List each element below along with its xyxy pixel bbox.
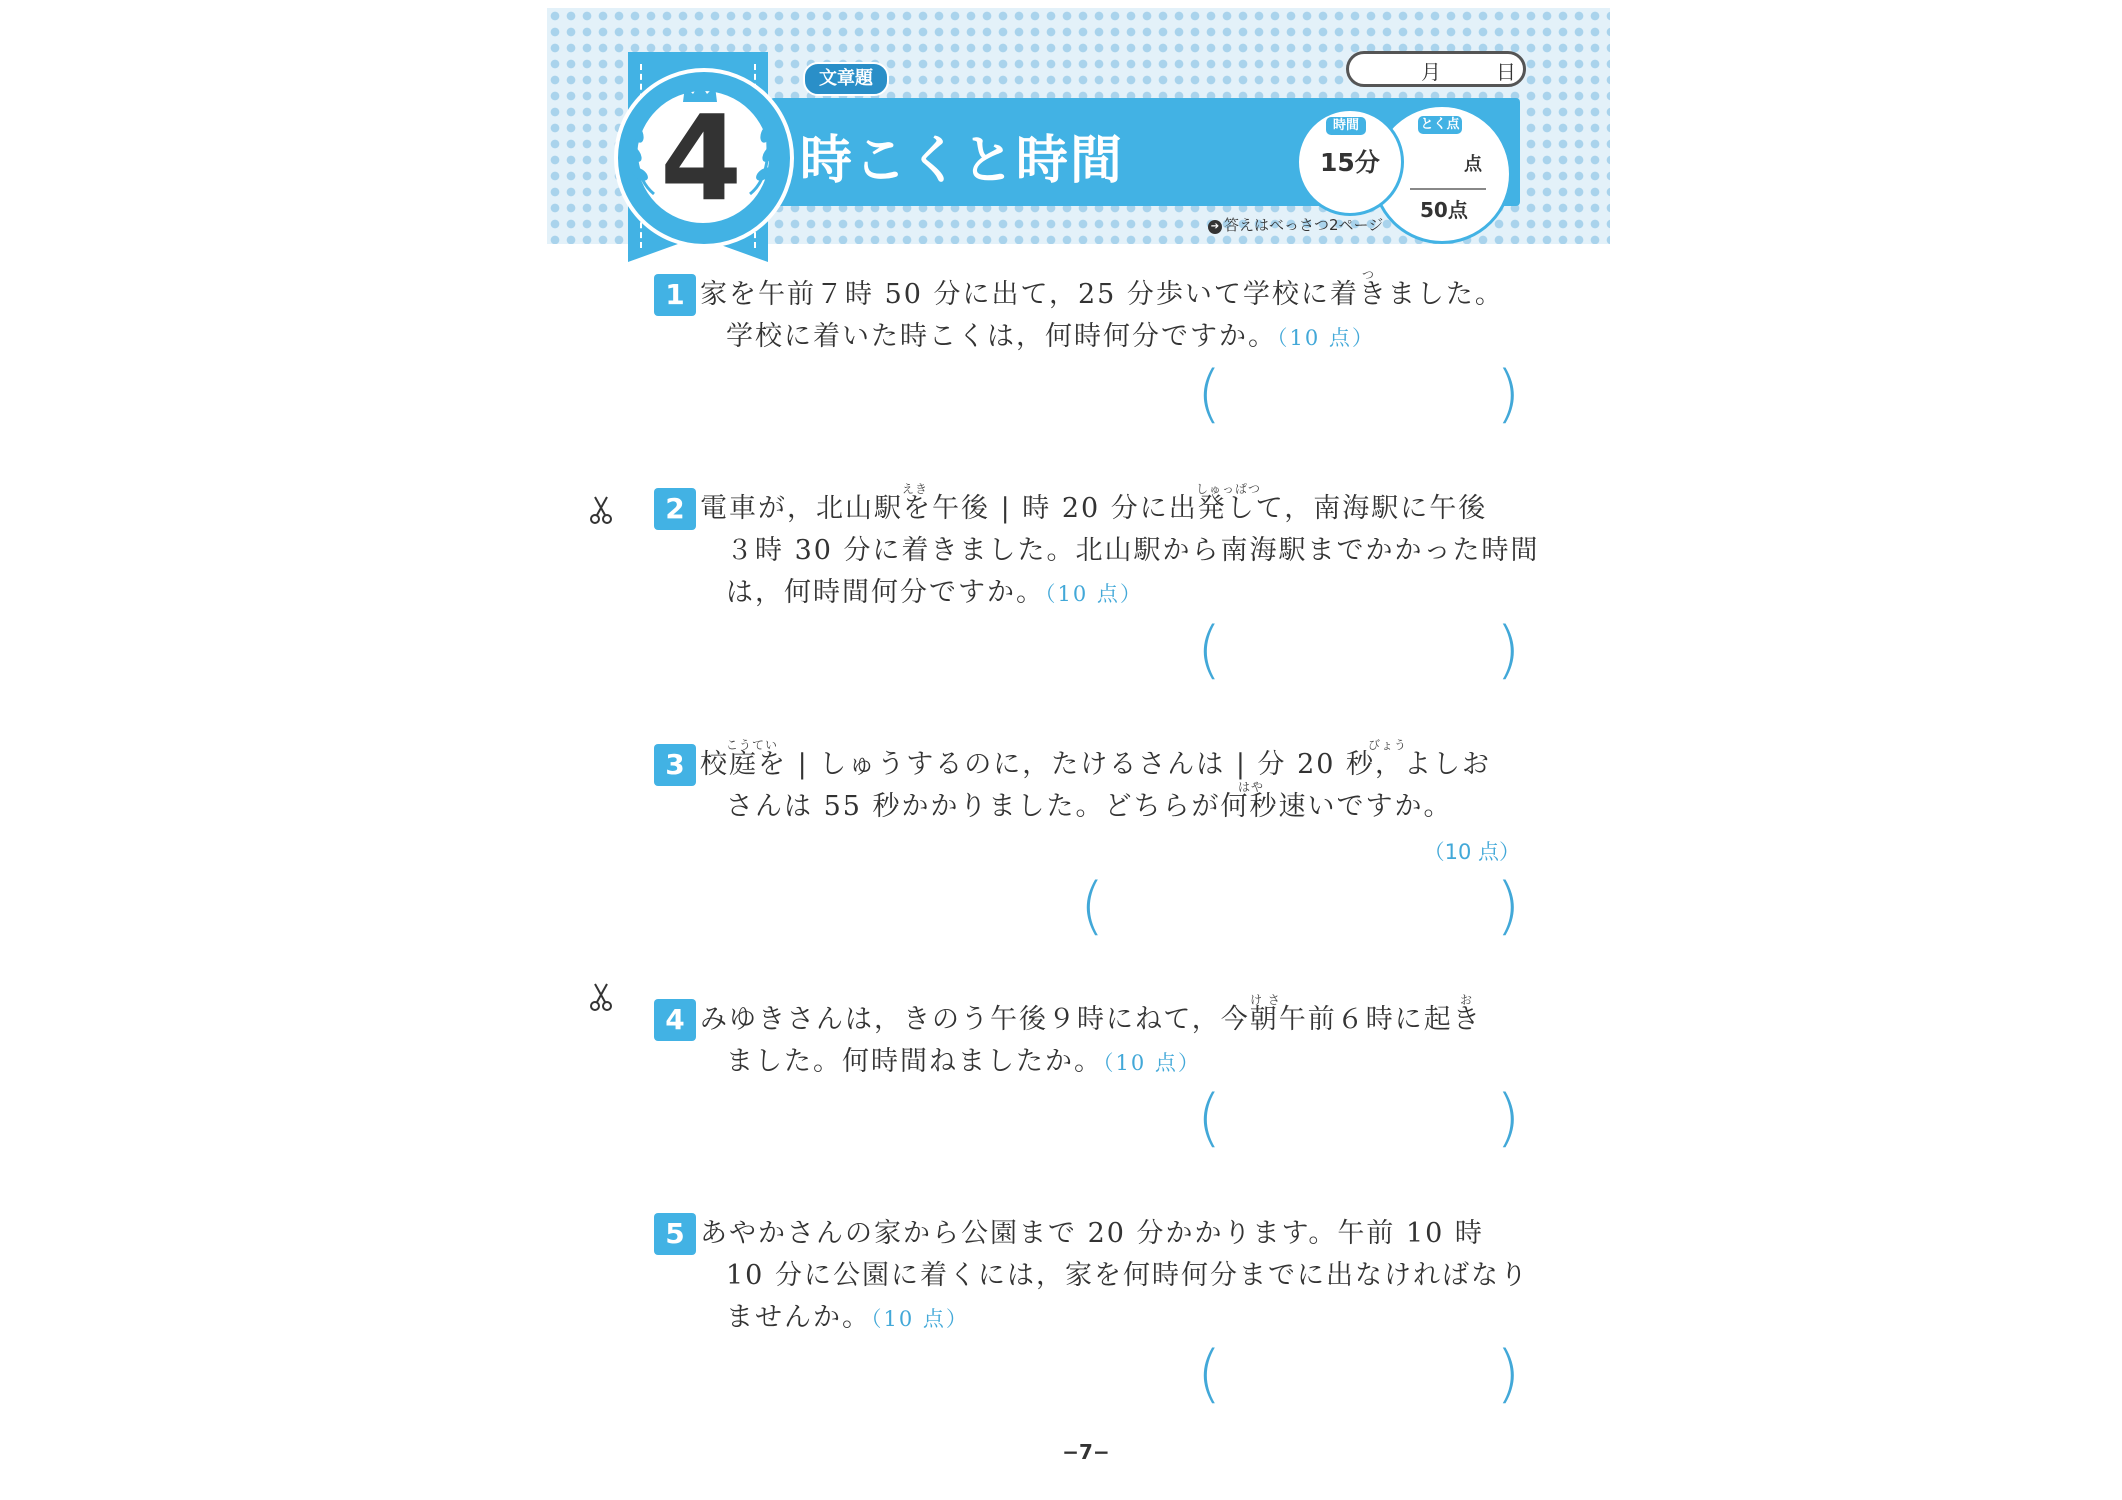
answer-paren-close-3: ) bbox=[1496, 869, 1521, 942]
question-5-line-3-text: ませんか。 bbox=[726, 1302, 871, 1333]
score-total: 50点 bbox=[1420, 198, 1468, 222]
answer-paren-close-2: ) bbox=[1496, 613, 1521, 686]
page-title: 時こくと時間 bbox=[800, 131, 1125, 191]
arrow-circle-icon: ➔ bbox=[1208, 220, 1222, 234]
question-3-points: （10 点） bbox=[1423, 840, 1520, 864]
question-2-line-3-text: は，何時間何分ですか。 bbox=[726, 577, 1045, 608]
ruby-3c: はや bbox=[1238, 780, 1265, 794]
time-label: 時間 bbox=[1326, 117, 1366, 135]
question-2-points: （10 点） bbox=[1045, 582, 1143, 606]
scissors-icon bbox=[588, 982, 614, 1012]
answer-paren-open-3[interactable]: ( bbox=[1080, 869, 1105, 942]
month-label: 月 bbox=[1421, 60, 1441, 84]
answer-paren-open-2[interactable]: ( bbox=[1197, 613, 1222, 686]
question-1-line-1: 家を午前７時 50 分に出て，25 分歩いて学校に着きました。 bbox=[700, 279, 1504, 310]
question-4-points: （10 点） bbox=[1103, 1051, 1201, 1075]
ruby-2a: えき bbox=[902, 482, 929, 496]
question-number-2: 2 bbox=[654, 488, 696, 530]
category-badge: 文章題 bbox=[803, 62, 889, 96]
score-unit: 点 bbox=[1464, 154, 1482, 175]
question-number-5: 5 bbox=[654, 1213, 696, 1255]
laurel-right-icon bbox=[742, 112, 776, 198]
answer-paren-close-5: ) bbox=[1496, 1337, 1521, 1410]
question-5-points: （10 点） bbox=[871, 1307, 969, 1331]
ruby-2b: しゅっぱつ bbox=[1196, 482, 1262, 496]
answer-paren-open-4[interactable]: ( bbox=[1197, 1081, 1222, 1154]
score-divider bbox=[1410, 188, 1486, 190]
scissors-icon bbox=[588, 495, 614, 525]
question-4-line-2 bbox=[726, 1043, 1546, 1082]
answer-paren-close-1: ) bbox=[1496, 357, 1521, 430]
page-number: −7− bbox=[1062, 1440, 1110, 1464]
ruby-4a: け さ bbox=[1250, 993, 1281, 1007]
question-5-line-1: あやかさんの家から公園まで 20 分かかります。午前 10 時 bbox=[700, 1218, 1484, 1249]
day-label: 日 bbox=[1496, 60, 1516, 84]
ruby-4b: お bbox=[1460, 993, 1474, 1007]
question-3-line-1: 校庭を | しゅうするのに，たけるさんは | 分 20 秒，よしお bbox=[700, 749, 1492, 780]
question-5-line-3 bbox=[726, 1299, 1546, 1338]
question-5-line-2: 10 分に公園に着くには，家を何時何分までに出なければなり bbox=[726, 1260, 1529, 1291]
unit-number: 4 bbox=[659, 89, 743, 227]
question-number-3: 3 bbox=[654, 744, 696, 786]
answer-note bbox=[1208, 214, 1383, 235]
question-2-line-1: 電車が，北山駅を午後 | 時 20 分に出発して，南海駅に午後 bbox=[700, 493, 1488, 524]
question-2-line-2: ３時 30 分に着きました。北山駅から南海駅までかかった時間 bbox=[726, 535, 1540, 566]
question-number-1: 1 bbox=[654, 274, 696, 316]
question-4-line-2-text: ました。何時間ねましたか。 bbox=[726, 1046, 1103, 1077]
time-value: 15分 bbox=[1320, 148, 1380, 177]
question-1-line-2 bbox=[726, 318, 1546, 357]
score-label: とく点 bbox=[1418, 116, 1462, 134]
question-2-line-3 bbox=[726, 574, 1546, 613]
ruby-1: つ bbox=[1362, 268, 1376, 282]
question-3-line-2: さんは 55 秒かかりました。どちらが何秒速いですか。 bbox=[726, 791, 1453, 822]
question-number-4: 4 bbox=[654, 999, 696, 1041]
question-4-line-1: みゆきさんは，きのう午後９時にねて，今朝午前６時に起き bbox=[700, 1004, 1482, 1035]
answer-paren-open-5[interactable]: ( bbox=[1197, 1337, 1222, 1410]
answer-paren-close-4: ) bbox=[1496, 1081, 1521, 1154]
answer-paren-open-1[interactable]: ( bbox=[1197, 357, 1222, 430]
question-1-line-2-text: 学校に着いた時こくは，何時何分ですか。 bbox=[726, 321, 1277, 352]
ruby-3a: こうてい bbox=[726, 738, 779, 752]
ruby-3b: びょう bbox=[1368, 738, 1408, 752]
answer-note-text: 答えはべっさつ2ページ bbox=[1224, 216, 1384, 234]
date-box[interactable] bbox=[1346, 51, 1526, 87]
question-1-points: （10 点） bbox=[1277, 326, 1375, 350]
